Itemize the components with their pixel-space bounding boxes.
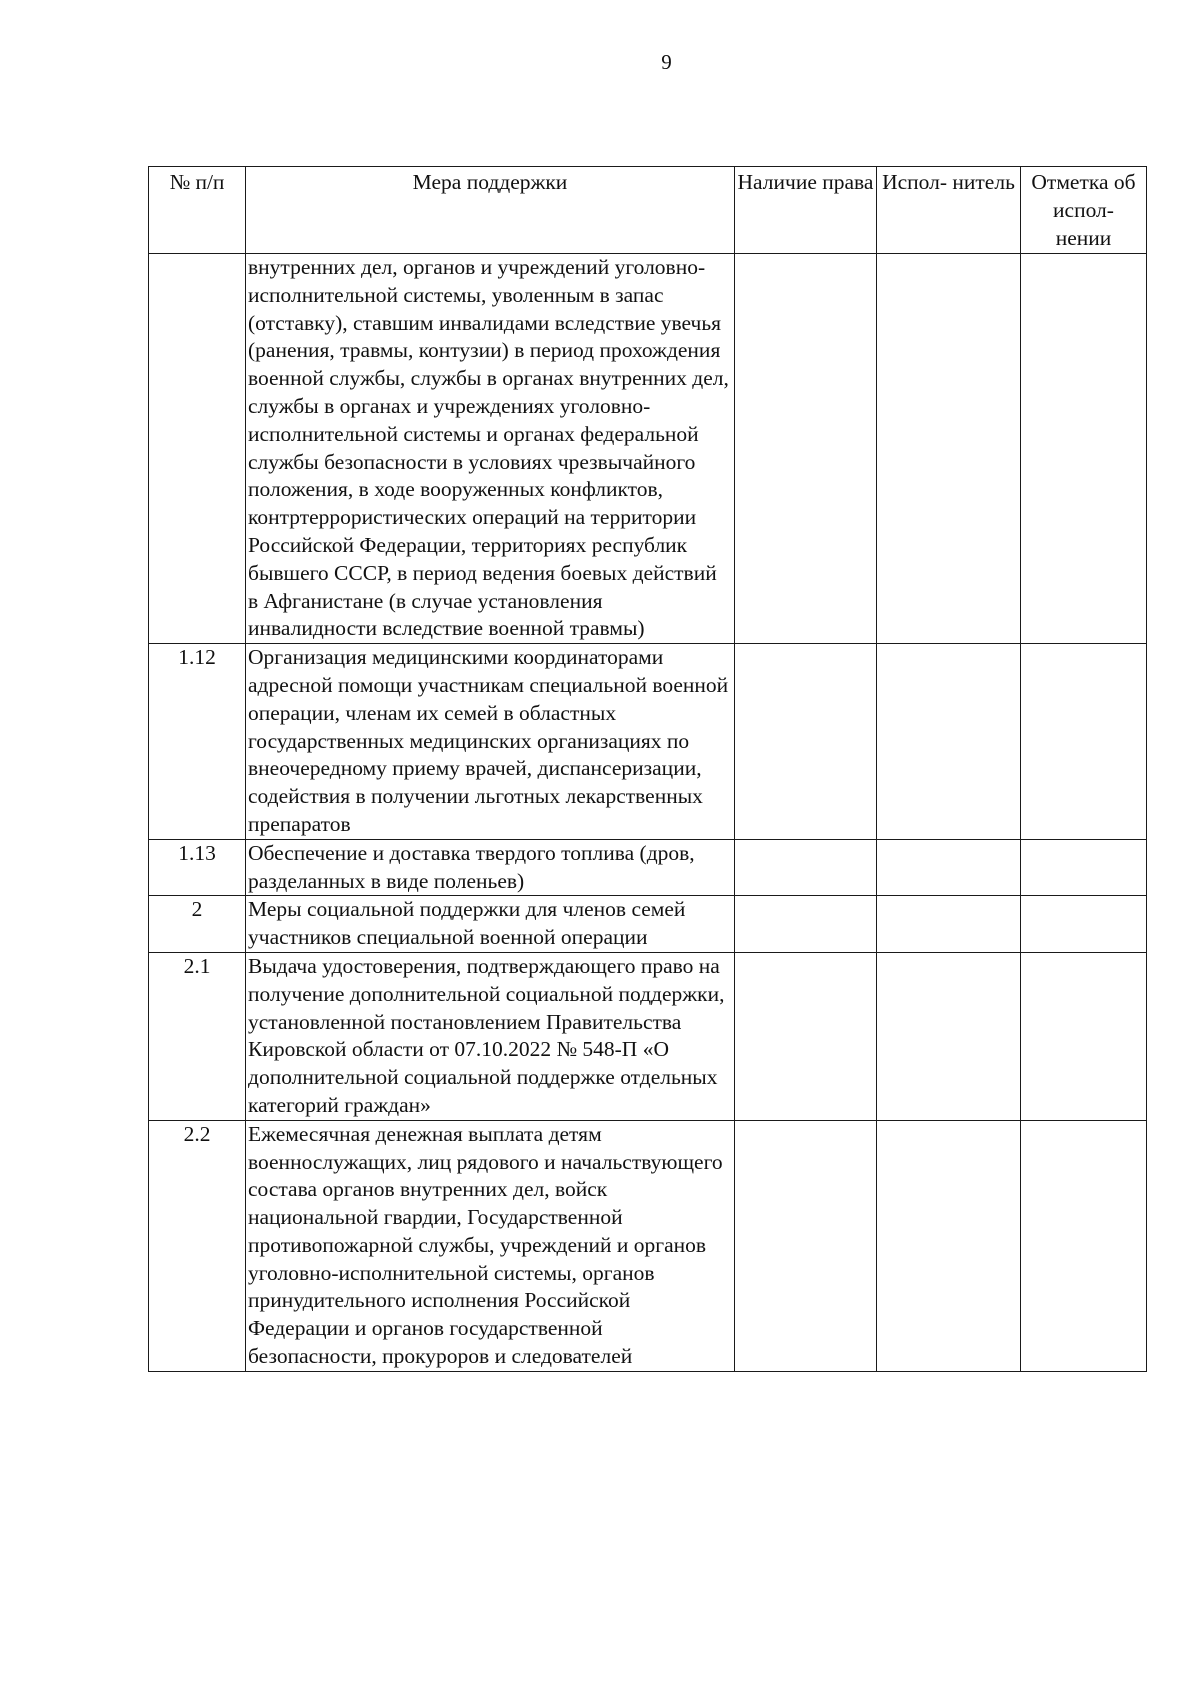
table-row [149, 952, 1147, 1120]
row-measure: Организация медицинскими координаторами адресной помощи участникам специальной военной операции, членам их семей в областных государственных медицинских организациях по внеочередному приему врачей, диспансеризации, содействия в получении льготных лекарственных препаратов [246, 644, 735, 840]
header-measure: Мера поддержки [246, 167, 735, 254]
row-executor [877, 1120, 1021, 1371]
row-right [735, 896, 877, 953]
row-mark [1021, 952, 1147, 1120]
row-mark [1021, 896, 1147, 953]
row-right [735, 839, 877, 896]
row-right [735, 254, 877, 644]
row-executor [877, 254, 1021, 644]
row-mark [1021, 644, 1147, 840]
table-row [149, 644, 1147, 840]
row-measure: внутренних дел, органов и учреждений уголовно-исполнительной системы, уволенным в запас (отставку), ставшим инвалидами вследствие увечья (ранения, травмы, контузии) в период прохождения военной службы, службы в органах внутренних дел, службы в органах и учреждениях уголовно-исполнительной системы и органах федеральной службы безопасности в условиях чрезвычайного положения, в ходе вооруженных конфликтов, контртеррористических операций на территории Российской Федерации, территориях республик бывшего СССР, в период ведения боевых действий в Афганистане (в случае установления инвалидности вследствие военной травмы) [246, 254, 735, 644]
row-executor [877, 839, 1021, 896]
row-measure: Выдача удостоверения, подтверждающего право на получение дополнительной социальной поддержки, установленной постановлением Правительства Кировской области от 07.10.2022 № 548-П «О дополнительной социальной поддержке отдельных категорий граждан» [246, 952, 735, 1120]
page-number: 9 [661, 50, 672, 74]
row-measure: Обеспечение и доставка твердого топлива (дров, разделанных в виде поленьев) [246, 839, 735, 896]
support-measures-table [148, 166, 1147, 1372]
row-executor [877, 952, 1021, 1120]
header-mark: Отметка об испол- нении [1021, 167, 1147, 254]
row-measure: Меры социальной поддержки для членов семей участников специальной военной операции [246, 896, 735, 953]
table-row [149, 1120, 1147, 1371]
row-num: 2.1 [149, 952, 246, 1120]
row-num: 2.2 [149, 1120, 246, 1371]
row-num [149, 254, 246, 644]
row-num: 2 [149, 896, 246, 953]
header-right: Наличие права [735, 167, 877, 254]
row-executor [877, 644, 1021, 840]
row-num: 1.13 [149, 839, 246, 896]
row-mark [1021, 839, 1147, 896]
row-mark [1021, 1120, 1147, 1371]
table-row [149, 254, 1147, 644]
row-num: 1.12 [149, 644, 246, 840]
row-mark [1021, 254, 1147, 644]
row-right [735, 952, 877, 1120]
table-row [149, 839, 1147, 896]
table-row [149, 896, 1147, 953]
row-executor [877, 896, 1021, 953]
header-num: № п/п [149, 167, 246, 254]
row-right [735, 1120, 877, 1371]
row-measure: Ежемесячная денежная выплата детям военнослужащих, лиц рядового и начальствующего состава органов внутренних дел, войск национальной гвардии, Государственной противопожарной службы, учреждений и органов уголовно-исполнительной системы, органов принудительного исполнения Российской Федерации и органов государственной безопасности, прокуроров и следователей [246, 1120, 735, 1371]
table-header-row [149, 167, 1147, 254]
row-right [735, 644, 877, 840]
header-executor: Испол- нитель [877, 167, 1021, 254]
